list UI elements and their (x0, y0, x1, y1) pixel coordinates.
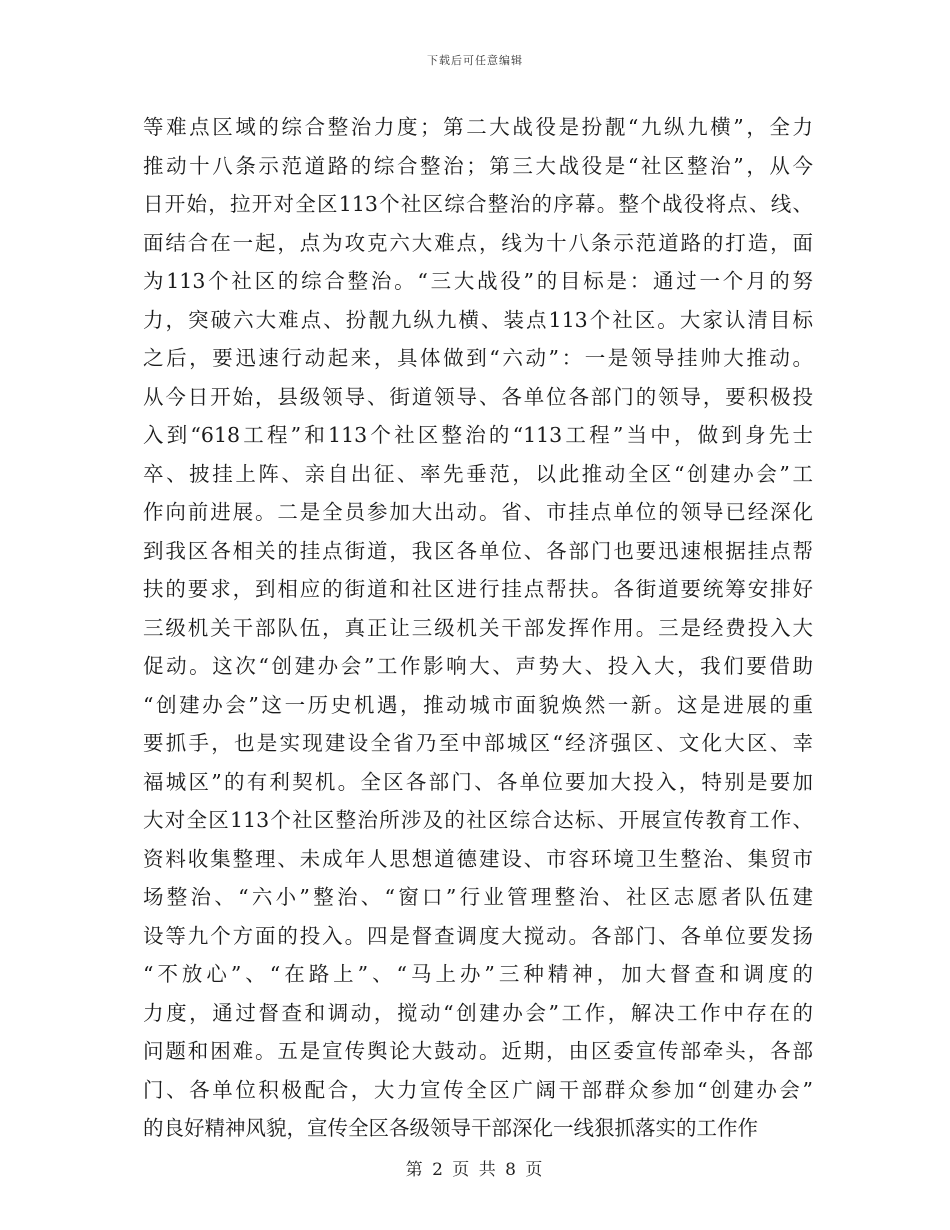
body-line: 问题和困难。五是宣传舆论大鼓动。近期，由区委宣传部牵头，各部 (143, 1039, 813, 1063)
body-line: 之后，要迅速行动起来，具体做到“六动”：一是领导挂帅大推动。 (143, 346, 813, 370)
body-line: 设等九个方面的投入。四是督查调度大搅动。各部门、各单位要发扬 (143, 923, 813, 948)
body-line: 的良好精神风貌，宣传全区各级领导干部深化一线狠抓落实的工作作 (143, 1116, 758, 1140)
body-line: 从今日开始，县级领导、街道领导、各单位各部门的领导，要积极投 (143, 384, 813, 409)
body-line: 门、各单位积极配合，大力宣传全区广阔干部群众参加“创建办会” (143, 1077, 813, 1102)
body-line: 等难点区域的综合整治力度；第二大战役是扮靓“九纵九横”，全力 (143, 115, 813, 139)
body-line: 为113个社区的综合整治。“三大战役”的目标是：通过一个月的努 (143, 269, 813, 293)
body-line: 资料收集整理、未成年人思想道德建设、市容环境卫生整治、集贸市 (143, 846, 813, 871)
body-line: 卒、披挂上阵、亲自出征、率先垂范，以此推动全区“创建办会”工 (143, 461, 813, 486)
document-body (143, 108, 813, 1148)
body-line: 要抓手，也是实现建设全省乃至中部城区“经济强区、文化大区、幸 (143, 731, 813, 755)
page-header-note: 下载后可任意编辑 (427, 54, 523, 67)
body-line: 力度，通过督查和调动，搅动“创建办会”工作，解决工作中存在的 (143, 1000, 813, 1025)
body-line: “创建办会”这一历史机遇，推动城市面貌焕然一新。这是进展的重 (143, 692, 813, 717)
body-line: 扶的要求，到相应的街道和社区进行挂点帮扶。各街道要统筹安排好 (143, 577, 813, 601)
body-line: 推动十八条示范道路的综合整治；第三大战役是“社区整治”，从今 (143, 153, 813, 178)
body-line: 作向前进展。二是全员参加大出动。省、市挂点单位的领导已经深化 (143, 500, 813, 524)
body-line: 三级机关干部队伍，真正让三级机关干部发挥作用。三是经费投入大 (143, 615, 813, 640)
body-line: 到我区各相关的挂点街道，我区各单位、各部门也要迅速根据挂点帮 (143, 538, 813, 563)
body-line: 促动。这次“创建办会”工作影响大、声势大、投入大，我们要借助 (143, 654, 813, 678)
body-line: “不放心”、“在路上”、“马上办”三种精神，加大督查和调度的 (143, 962, 813, 986)
body-line: 力，突破六大难点、扮靓九纵九横、装点113个社区。大家认清目标 (143, 307, 813, 332)
body-line: 福城区”的有利契机。全区各部门、各单位要加大投入，特别是要加 (143, 769, 813, 794)
body-line: 大对全区113个社区整治所涉及的社区综合达标、开展宣传教育工作、 (143, 808, 813, 832)
page-number-footer: 第 2 页 共 8 页 (405, 1160, 545, 1180)
body-line: 面结合在一起，点为攻克六大难点，线为十八条示范道路的打造，面 (143, 230, 813, 255)
body-line: 场整治、“六小”整治、“窗口”行业管理整治、社区志愿者队伍建 (143, 885, 813, 909)
body-line: 入到“618工程”和113个社区整治的“113工程”当中，做到身先士 (143, 423, 813, 447)
body-line: 日开始，拉开对全区113个社区综合整治的序幕。整个战役将点、线、 (143, 192, 813, 216)
